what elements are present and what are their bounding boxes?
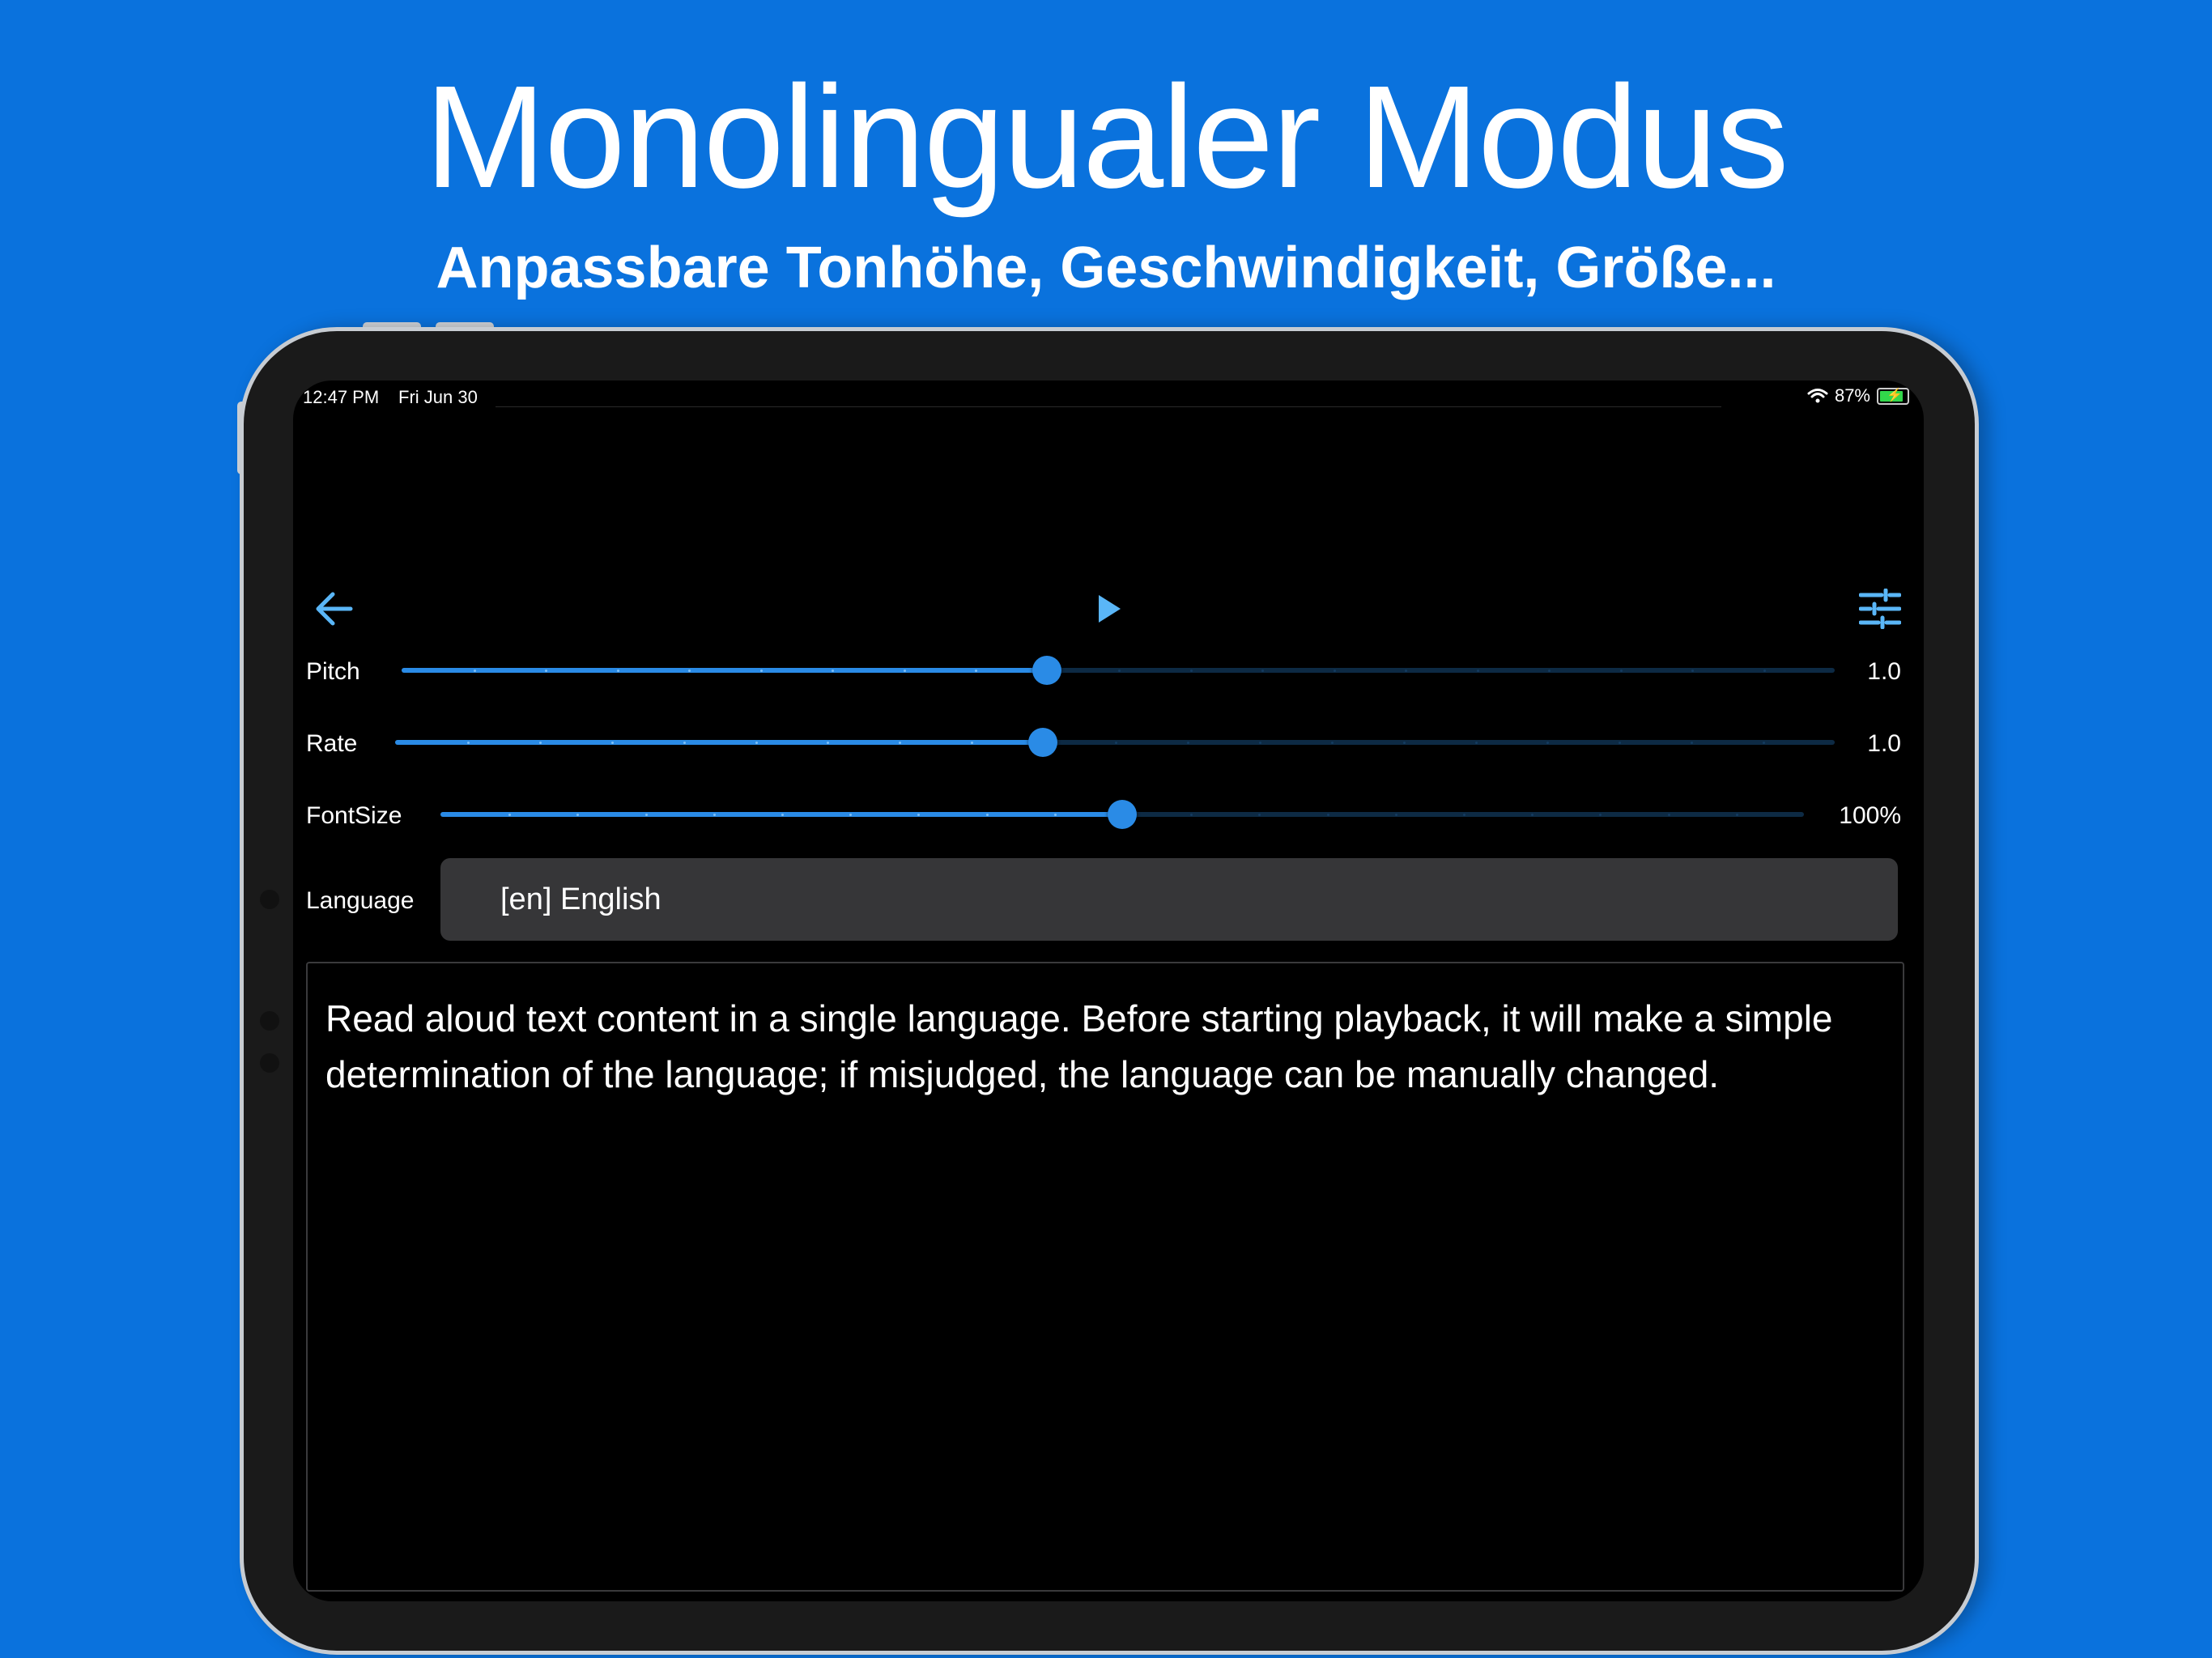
slider-fill [395,740,1043,745]
slider-tick [545,670,547,672]
back-button[interactable] [309,585,358,633]
sliders-icon [1859,589,1901,629]
slider-thumb[interactable] [1108,800,1137,829]
camera-sensor [260,1011,279,1031]
slider-tick [1668,814,1670,816]
slider-tick [611,742,614,744]
slider-tick [1334,670,1336,672]
slider-tick [1331,742,1334,744]
camera-sensor [260,890,279,909]
banner-subtitle: Anpassbare Tonhöhe, Geschwindigkeit, Größe... [436,236,1776,300]
fontsize-slider[interactable] [440,810,1804,819]
slider-thumb[interactable] [1032,656,1061,685]
status-indicators [1807,385,1909,406]
slider-tick [1405,670,1407,672]
wifi-icon [1807,388,1828,404]
battery-percentage: 87% [1834,385,1870,406]
status-time: 12:47 PM [303,387,380,407]
slider-tick [713,814,716,816]
slider-tick [539,742,542,744]
pitch-label: Pitch [306,658,360,685]
slider-tick [1054,814,1057,816]
pitch-slider[interactable] [402,665,1835,675]
slider-tick [645,814,648,816]
slider-tick [1403,742,1406,744]
slider-tick [1327,814,1329,816]
slider-tick [1548,670,1551,672]
slider-tick [1118,670,1121,672]
slider-tick [832,670,834,672]
fontsize-label: FontSize [306,802,402,829]
slider-tick [904,670,906,672]
slider-tick [1763,670,1766,672]
slider-tick [467,742,470,744]
text-content-area[interactable]: Read aloud text content in a single language. Before starting playback, it will make a simple determination of the language; if misjudged, the language can be manually changed. [306,962,1904,1592]
arrow-left-icon [313,590,354,627]
slider-tick [760,670,763,672]
banner-title: Monolingualer Modus [424,56,1788,219]
slider-tick [688,670,691,672]
play-button[interactable] [1085,585,1134,633]
slider-tick [1115,742,1117,744]
slider-tick [1395,814,1397,816]
camera-sensor [260,1053,279,1073]
slider-tick [975,670,977,672]
slider-tick [617,670,619,672]
slider-tick [1691,670,1694,672]
slider-tick [755,742,758,744]
status-bar [293,380,1924,414]
slider-fill [402,668,1047,673]
slider-tick [1475,742,1478,744]
language-label: Language [306,887,415,914]
language-select[interactable]: [en] English [440,858,1898,941]
slider-tick [683,742,686,744]
status-divider [496,406,1721,407]
slider-tick [1620,670,1623,672]
rate-slider[interactable] [395,738,1835,747]
play-icon [1095,593,1123,625]
slider-tick [474,670,476,672]
rate-label: Rate [306,730,358,757]
app-screen [293,380,1924,1601]
fontsize-value: 100% [1839,802,1901,829]
status-date: Fri Jun 30 [398,387,478,407]
slider-thumb[interactable] [1028,728,1057,757]
pitch-value: 1.0 [1867,658,1901,685]
slider-tick [1261,670,1264,672]
slider-tick [1187,742,1189,744]
battery-icon: ⚡ [1877,388,1909,405]
slider-tick [1190,670,1193,672]
rate-value: 1.0 [1867,730,1901,757]
slider-tick [1477,670,1479,672]
slider-tick [781,814,784,816]
slider-tick [1736,814,1738,816]
settings-button[interactable] [1856,585,1904,633]
slider-tick [986,814,989,816]
slider-tick [1463,814,1465,816]
slider-tick [1259,742,1261,744]
